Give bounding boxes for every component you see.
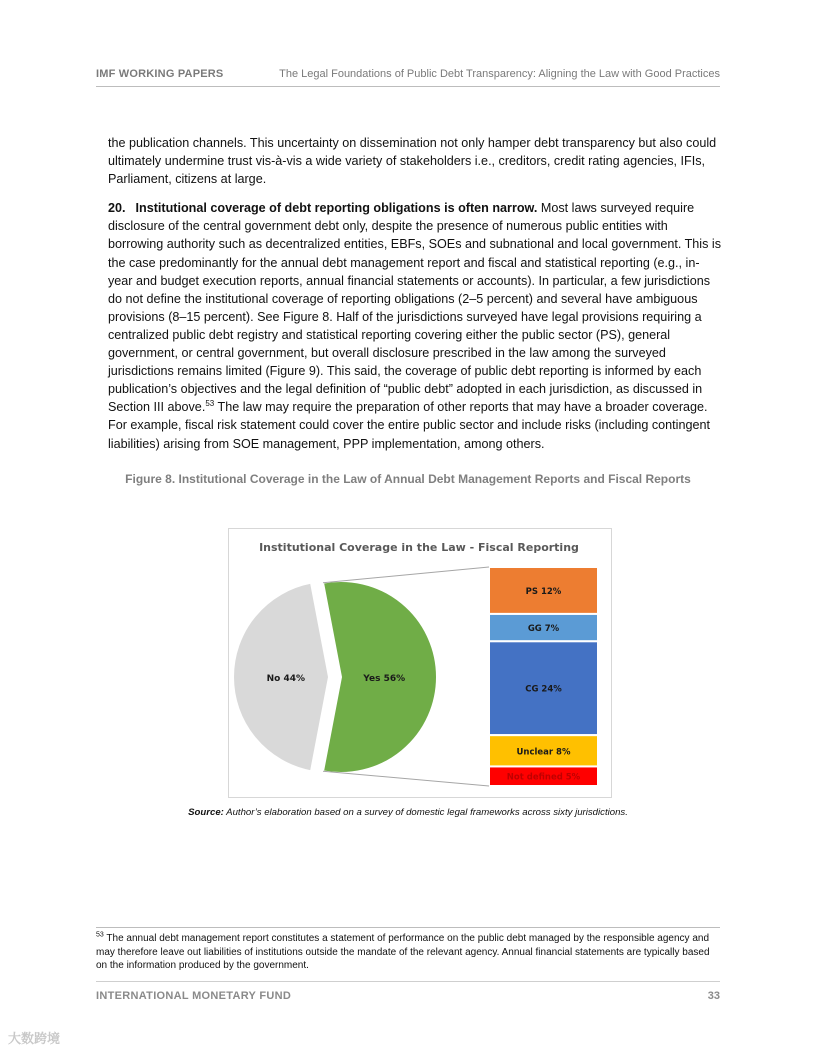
- paragraph-number: 20.: [108, 201, 126, 216]
- page-footer: [96, 981, 720, 1006]
- bar-label-cg: CG 24%: [525, 684, 562, 695]
- chart-container: [228, 528, 612, 798]
- pie-label-yes: Yes 56%: [363, 674, 406, 684]
- paragraph-text-a: Most laws surveyed require disclosure of the central government debt only, despite the presence of numerous public entities with borrowing authority such as decentralized entities, EBFs, SOEs and subnational and local government. This is the case predominantly for the annual debt management report and fiscal and statistical reporting (e.g., in-year and budget execution reports, annual financial statements or accounts). In particular, a few jurisdictions do not define the institutional coverage of reporting obligations (2–5 percent) and several have ambiguous provisions (8–15 percent). See Figure 8. Half of the jurisdictions surveyed have legal provisions requiring a centralized public debt registry and statistical reporting covering either the public sector (PS), general government, or central government, but overall disclosure prescribed in the law among the surveyed jurisdictions remains limited (Figure 9). This said, the coverage of public debt reporting is informed by each publication’s objectives and the legal definition of “public debt” adopted in each jurisdiction, as discussed in Section III above.: [108, 201, 721, 415]
- figure-title: Figure 8. Institutional Coverage in the Law of Annual Debt Management Reports and Fiscal Reports: [125, 472, 691, 486]
- paragraph-continued: the publication channels. This uncertainty on dissemination not only hamper debt transparency but also could ultimately undermine trust vis-à-vis a wide variety of stakeholders i.e., creditors, credit rating agencies, IFIs, Parliament, citizens at large.: [108, 136, 717, 187]
- bar-label-unclear: Unclear 8%: [516, 747, 571, 758]
- bar-label-gg: GG 7%: [527, 624, 560, 635]
- body-text: [108, 134, 722, 464]
- page-number: 33: [707, 990, 720, 1002]
- bar-of-pie-chart: [229, 529, 611, 797]
- connector-line-top: [323, 567, 489, 583]
- page-header: [96, 66, 720, 87]
- footnote-number: 53: [96, 931, 104, 939]
- source-label: Source:: [188, 807, 224, 818]
- paragraph-20: [108, 199, 722, 452]
- watermark: 大数跨境: [8, 1031, 61, 1046]
- running-title: The Legal Foundations of Public Debt Transparency: Aligning the Law with Good Practices: [279, 68, 720, 80]
- bar-label-not-defined: Not defined 5%: [506, 772, 581, 783]
- pie-label-no: No 44%: [266, 674, 305, 684]
- source-text: Author’s elaboration based on a survey of domestic legal frameworks across sixty jurisdictions.: [223, 807, 628, 818]
- bar-label-ps: PS 12%: [525, 586, 562, 597]
- connector-line-bottom: [323, 771, 489, 786]
- footnote: [96, 927, 720, 973]
- series-label: IMF WORKING PAPERS: [96, 68, 224, 80]
- footnote-ref-53[interactable]: 53: [205, 399, 215, 409]
- footnote-text: The annual debt management report constitutes a statement of performance on the public debt managed by the responsible agency and may therefore leave out liabilities of institutions outside the mandate of the relevant agency. Annual financial statements are typically based on the information produced by the government.: [96, 933, 710, 971]
- footer-org: INTERNATIONAL MONETARY FUND: [96, 990, 292, 1002]
- chart-title: Institutional Coverage in the Law - Fiscal Reporting: [259, 541, 579, 554]
- paragraph-text-b: The law may require the preparation of other reports that may have a broader coverage. For example, fiscal risk statement could cover the entire public sector and include risks (including contingent liabilities) arising from SOE management, PPP implementation, among others.: [108, 400, 710, 451]
- paragraph-heading: Institutional coverage of debt reporting obligations is often narrow.: [135, 201, 538, 216]
- figure-source: [96, 807, 720, 818]
